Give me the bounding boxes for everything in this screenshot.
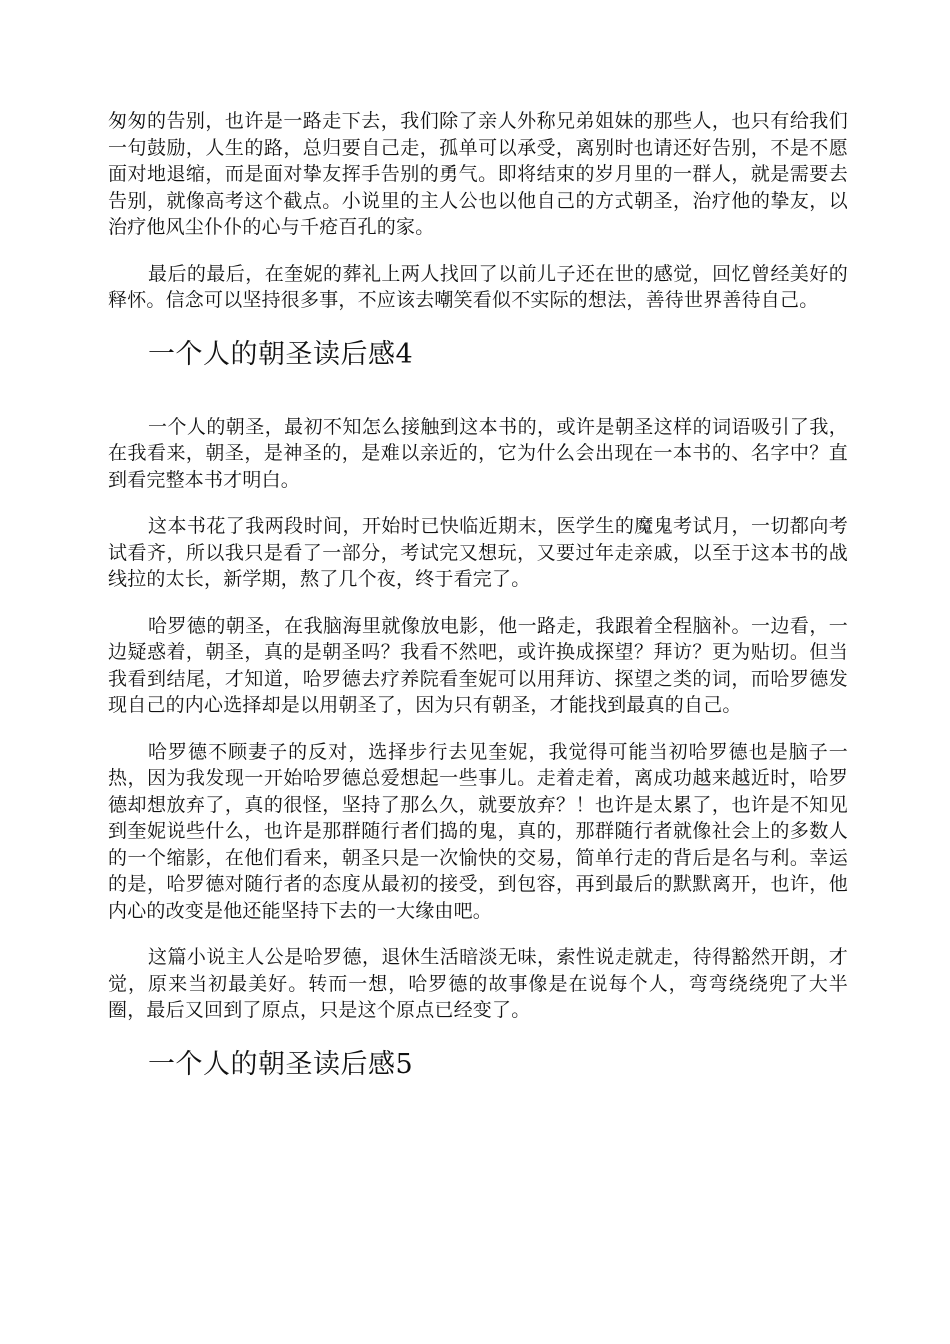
body-paragraph: 哈罗德不顾妻子的反对，选择步行去见奎妮，我觉得可能当初哈罗德也是脑子一热，因为我发现一开始哈罗德总爱想起一些事儿。走着走着，离成功越来越近时，哈罗德却想放弃了，真的很怪，坚持了那么久，就要放弃？！也许是太累了，也许是不知见到奎妮说些什么，也许是那群随行者们捣的鬼，真的，那群随行者就像社会上的多数人的一个缩影，在他们看来，朝圣只是一次愉快的交易，简单行走的背后是名与利。幸运的是，哈罗德对随行者的态度从最初的接受，到包容，再到最后的默默离开，也许，他内心的改变是他还能坚持下去的一大缘由吧。 <box>108 740 848 922</box>
body-paragraph: 最后的最后，在奎妮的葬礼上两人找回了以前儿子还在世的感觉，回忆曾经美好的释怀。信念可以坚持很多事，不应该去嘲笑看似不实际的想法，善待世界善待自己。 <box>108 262 848 311</box>
body-paragraph: 一个人的朝圣，最初不知怎么接触到这本书的，或许是朝圣这样的词语吸引了我，在我看来，朝圣，是神圣的，是难以亲近的，它为什么会出现在一本书的、名字中？直到看完整本书才明白。 <box>108 415 848 491</box>
body-paragraph: 哈罗德的朝圣，在我脑海里就像放电影，他一路走，我跟着全程脑补。一边看，一边疑惑着，朝圣，真的是朝圣吗？我看不然吧，或许换成探望？拜访？更为贴切。但当我看到结尾，才知道，哈罗德去疗养院看奎妮可以用拜访、探望之类的词，而哈罗德发现自己的内心选择却是以用朝圣了，因为只有朝圣，才能找到最真的自己。 <box>108 614 848 716</box>
section-heading-4: 一个人的朝圣读后感4 <box>148 338 414 370</box>
body-paragraph: 匆匆的告别，也许是一路走下去，我们除了亲人外称兄弟姐妹的那些人，也只有给我们一句鼓励，人生的路，总归要自己走，孤单可以承受，离别时也请还好告别，不是不愿面对地退缩，而是面对挚友挥手告别的勇气。即将结束的岁月里的一群人，就是需要去告别，就像高考这个截点。小说里的主人公也以他自己的方式朝圣，治疗他的挚友，以治疗他风尘仆仆的心与千疮百孔的家。 <box>108 110 848 238</box>
body-paragraph: 这本书花了我两段时间，开始时已快临近期末，医学生的魔鬼考试月，一切都向考试看齐，所以我只是看了一部分，考试完又想玩，又要过年走亲戚，以至于这本书的战线拉的太长，新学期，熬了几个夜，终于看完了。 <box>108 515 848 590</box>
body-paragraph: 这篇小说主人公是哈罗德，退休生活暗淡无味，索性说走就走，待得豁然开朗，才觉，原来当初最美好。转而一想，哈罗德的故事像是在说每个人，弯弯绕绕兜了大半圈，最后又回到了原点，只是这个原点已经变了。 <box>108 946 848 1021</box>
section-heading-5: 一个人的朝圣读后感5 <box>148 1048 414 1080</box>
document-body <box>108 108 848 1084</box>
